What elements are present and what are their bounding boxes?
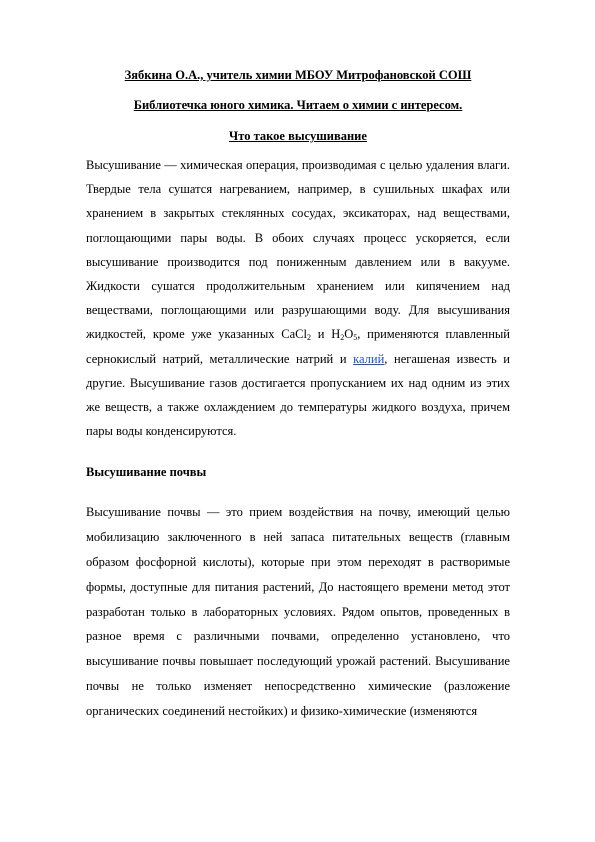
document-page xyxy=(86,68,510,724)
formula-h2o5: $H_2O_5$ xyxy=(331,327,358,343)
kalium-link[interactable]: калий xyxy=(353,351,385,366)
section-heading-soil-drying: Высушивание почвы xyxy=(86,465,207,480)
author-line: Зябкина О.А., учитель химии МБОУ Митрофановской СОШ xyxy=(124,68,472,82)
paragraph-text-b: , применяются плавленный сернокислый натрий, металлические натрий и xyxy=(86,327,510,366)
formula-cacl2: CaCl$_2$ xyxy=(281,327,311,343)
paragraph-soil-drying: Высушивание почвы — это прием воздействия на почву, имеющий целью мобилизацию заключенного в ней запаса питательных веществ (главным образом фосфорной кислоты), которые при этом переходят в растворимые формы, доступные для питания растений, До настоящего времени метод этот разработан только в лабораторных условиях. Рядом опытов, проведенных в разное время с различными почвами, определенно установлено, что высушивание почвы повышает последующий урожай растений. Высушивание почвы не только изменяет непосредственно химические (разложение органических соединений нестойких) и физико-химические (изменяются xyxy=(86,505,510,718)
series-line: Библиотечка юного химика. Читаем о химии с интересом. xyxy=(133,98,463,112)
article-title: Что такое высушивание xyxy=(229,129,367,143)
paragraph-text-c: , негашеная известь и другие. Высушивание газов достигается пропусканием их над одним из этих же веществ, а также охлаждением до температуры жидкого воздуха, причем пары воды конденсируются. xyxy=(86,351,510,439)
paragraph-text-a: Высушивание — химическая операция, производимая с целью удаления влаги. Твердые тела сушатся нагреванием, например, в сушильных шкафах или хранением в закрытых стеклянных сосудах, эксикаторах, над веществами, поглощающими пары воды. В обоих случаях процесс ускоряется, если высушивание производится под пониженным давлением или в вакууме. Жидкости сушатся продолжительным хранением или кипячением над веществами, поглощающими или разрушающими воду. Для высушивания жидкостей, кроме уже указанных xyxy=(86,158,510,342)
paragraph-drying-intro: Высушивание — химическая операция, производимая с целью удаления влаги. Твердые тела сушатся нагреванием, например, в сушильных шкафах или хранением в закрытых стеклянных сосудах, эксикаторах, над веществами, поглощающими пары воды. В обоих случаях процесс ускоряется, если высушивание производится под пониженным давлением или в вакууме. Жидкости сушатся продолжительным хранением или кипячением над веществами, поглощающими или разрушающими воду. Для высушивания жидкостей, кроме уже указанных CaCl$_2$ и $H_2O_5$, применяются плавленный сернокислый натрий, металлические натрий и калий, негашеная известь и другие. Высушивание газов достигается пропусканием их над одним из этих же веществ, а также охлаждением до температуры жидкого воздуха, причем пары воды конденсируются. xyxy=(86,158,510,439)
